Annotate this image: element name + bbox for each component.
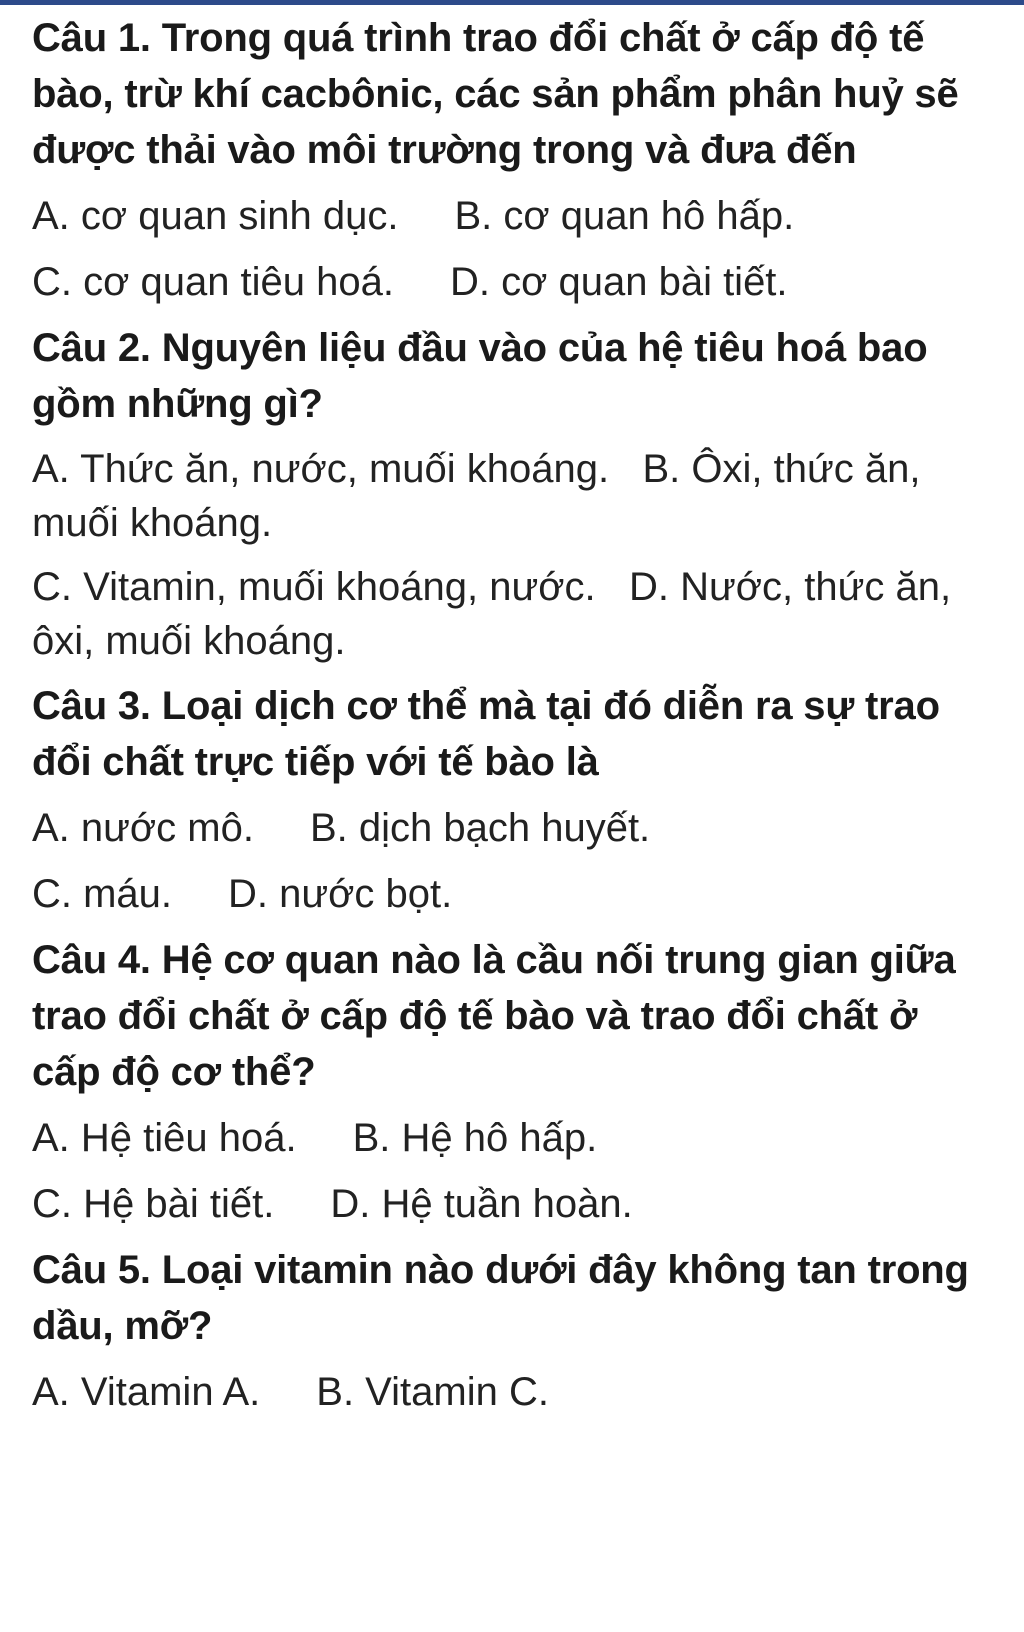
answer-options (32, 188, 992, 310)
top-accent-bar (0, 0, 1024, 5)
answer-options (32, 800, 992, 922)
question-title: Câu 1. Trong quá trình trao đổi chất ở cấp độ tế bào, trừ khí cacbônic, các sản phẩm phân huỷ sẽ được thải vào môi trường trong và đưa đến (32, 16, 959, 172)
answer-option-b[interactable]: B. dịch bạch huyết. (309, 806, 651, 850)
answer-option-c[interactable]: C. Vitamin, muối khoáng, nước. (32, 565, 596, 609)
answer-option-a[interactable]: A. Hệ tiêu hoá. (32, 1116, 297, 1160)
answer-option-c[interactable]: C. Hệ bài tiết. (32, 1182, 275, 1226)
answer-options (32, 1110, 992, 1232)
answer-option-d[interactable]: D. cơ quan bài tiết. (450, 260, 788, 304)
answer-options (32, 442, 992, 668)
question-title: Câu 3. Loại dịch cơ thể mà tại đó diễn ra sự trao đổi chất trực tiếp với tế bào là (32, 684, 940, 784)
answer-option-b[interactable]: B. Ôxi, thức ăn, muối khoáng. (32, 447, 921, 545)
answer-option-a[interactable]: A. Vitamin A. (32, 1370, 261, 1414)
question-5 (32, 1242, 992, 1420)
question-2 (32, 320, 992, 668)
quiz-document (32, 10, 992, 1430)
answer-option-d[interactable]: D. nước bọt. (228, 872, 453, 916)
question-title: Câu 2. Nguyên liệu đầu vào của hệ tiêu hoá bao gồm những gì? (32, 326, 928, 426)
answer-option-c[interactable]: C. cơ quan tiêu hoá. (32, 260, 395, 304)
answer-option-a[interactable]: A. nước mô. (32, 806, 254, 850)
answer-option-b[interactable]: B. cơ quan hô hấp. (454, 194, 795, 238)
question-1 (32, 10, 992, 310)
answer-option-b[interactable]: B. Hệ hô hấp. (352, 1116, 598, 1160)
answer-option-c[interactable]: C. máu. (32, 872, 173, 916)
question-title: Câu 5. Loại vitamin nào dưới đây không tan trong dầu, mỡ? (32, 1248, 969, 1348)
answer-option-d[interactable]: D. Nước, thức ăn, ôxi, muối khoáng. (32, 565, 952, 663)
answer-option-a[interactable]: A. cơ quan sinh dục. (32, 194, 399, 238)
question-title: Câu 4. Hệ cơ quan nào là cầu nối trung gian giữa trao đổi chất ở cấp độ tế bào và trao đổi chất ở cấp độ cơ thể? (32, 938, 956, 1094)
answer-option-b[interactable]: B. Vitamin C. (316, 1370, 549, 1414)
question-4 (32, 932, 992, 1232)
answer-option-a[interactable]: A. Thức ăn, nước, muối khoáng. (32, 447, 610, 491)
question-3 (32, 678, 992, 922)
answer-option-d[interactable]: D. Hệ tuần hoàn. (330, 1182, 633, 1226)
answer-options (32, 1364, 992, 1420)
